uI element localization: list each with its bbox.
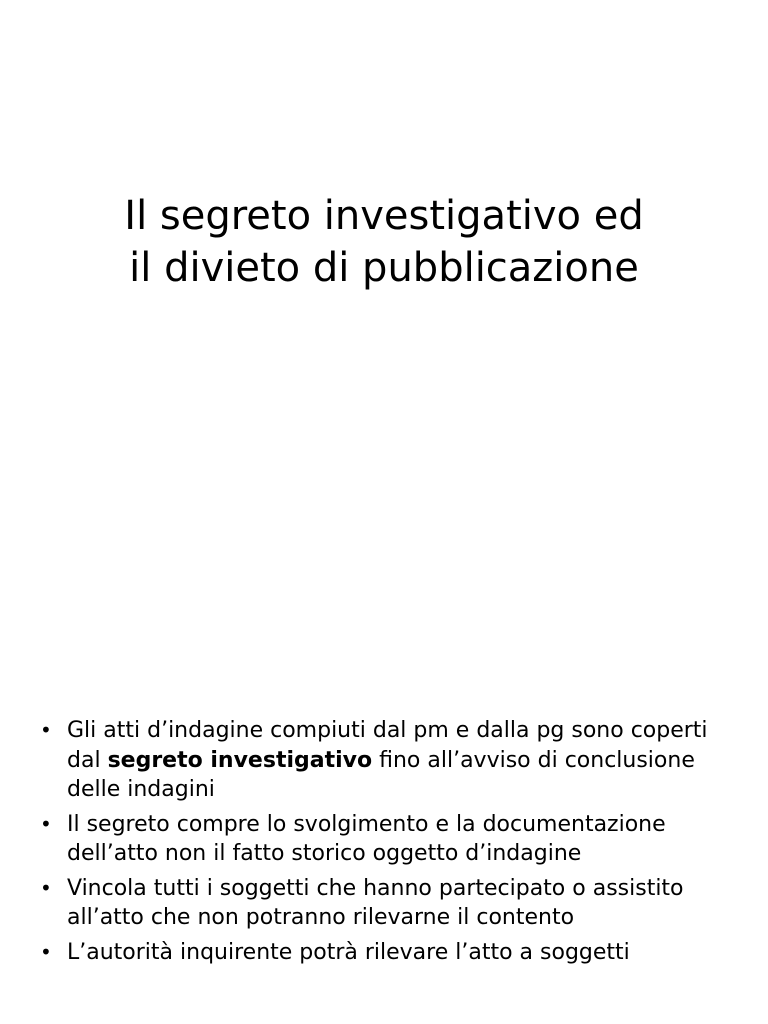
slide-title [0, 190, 768, 294]
bullet-icon: • [40, 939, 52, 964]
list-item [40, 810, 740, 869]
list-item [40, 938, 740, 968]
title-line-2: il divieto di pubblicazione [129, 245, 639, 291]
list-item [40, 874, 740, 933]
bullet-icon: • [40, 811, 52, 836]
bullet-text-bold: segreto investigativo [107, 747, 373, 773]
bullet-list [40, 716, 740, 972]
bullet-text-end: fino all’avviso di conclusione delle indagini [67, 747, 695, 802]
bullet-text-start: Gli atti d’indagine compiuti dal pm e dalla pg sono coperti dal [67, 718, 708, 773]
bullet-text: L’autorità inquirente potrà rilevare l’atto a soggetti [67, 939, 630, 965]
bullet-text: Il segreto compre lo svolgimento e la documentazione dell’atto non il fatto storico oggetto d’indagine [67, 811, 666, 866]
bullet-icon: • [40, 875, 52, 900]
bullet-icon: • [40, 718, 52, 742]
list-item [40, 716, 740, 805]
bullet-text: Vincola tutti i soggetti che hanno partecipato o assistito all’atto che non potranno rilevarne il contento [67, 875, 684, 930]
title-line-1: Il segreto investigativo ed [124, 193, 644, 239]
